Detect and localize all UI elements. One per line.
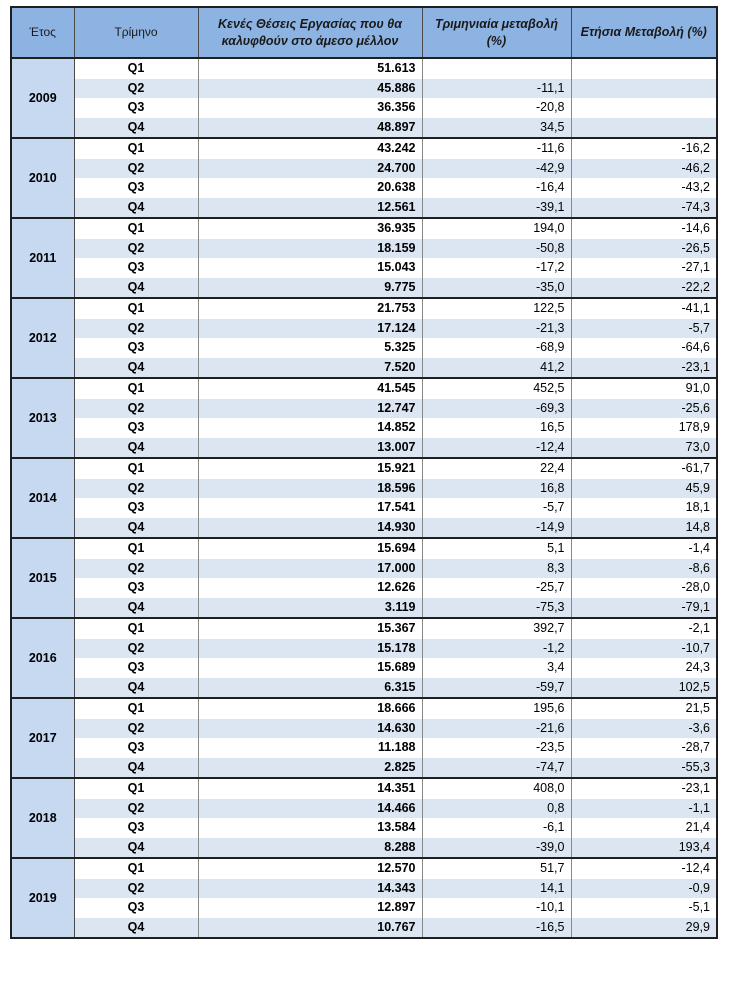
vacancies-cell: 12.747	[198, 399, 422, 419]
vacancies-cell: 14.343	[198, 879, 422, 899]
year-cell: 2018	[11, 778, 74, 858]
annual-change-cell: -64,6	[571, 338, 717, 358]
vacancies-cell: 18.159	[198, 239, 422, 259]
table-row	[11, 618, 717, 639]
quarter-cell: Q4	[74, 438, 198, 459]
annual-change-cell: 102,5	[571, 678, 717, 699]
quarter-cell: Q3	[74, 338, 198, 358]
table-row	[11, 98, 717, 118]
quarterly-change-cell: 122,5	[422, 298, 571, 319]
table-row	[11, 159, 717, 179]
quarter-cell: Q1	[74, 378, 198, 399]
vacancies-table	[10, 6, 718, 939]
quarterly-change-cell: 408,0	[422, 778, 571, 799]
table-row	[11, 598, 717, 619]
quarterly-change-cell: 392,7	[422, 618, 571, 639]
vacancies-cell: 14.466	[198, 799, 422, 819]
annual-change-cell: -12,4	[571, 858, 717, 879]
vacancies-cell: 21.753	[198, 298, 422, 319]
annual-change-cell	[571, 118, 717, 139]
year-cell: 2017	[11, 698, 74, 778]
annual-change-cell: -23,1	[571, 778, 717, 799]
quarter-cell: Q2	[74, 639, 198, 659]
quarter-cell: Q1	[74, 458, 198, 479]
table-row	[11, 918, 717, 939]
annual-change-cell: -1,1	[571, 799, 717, 819]
year-cell: 2015	[11, 538, 74, 618]
quarter-cell: Q3	[74, 818, 198, 838]
vacancies-cell: 9.775	[198, 278, 422, 299]
quarterly-change-cell: 34,5	[422, 118, 571, 139]
annual-change-cell: -28,7	[571, 738, 717, 758]
quarter-cell: Q1	[74, 778, 198, 799]
quarterly-change-cell: -1,2	[422, 639, 571, 659]
table-row	[11, 218, 717, 239]
table-row	[11, 399, 717, 419]
header-quarterly-change: Τριμηνιαία μεταβολή (%)	[422, 7, 571, 58]
vacancies-cell: 15.694	[198, 538, 422, 559]
table-row	[11, 658, 717, 678]
table-row	[11, 79, 717, 99]
annual-change-cell	[571, 98, 717, 118]
quarter-cell: Q1	[74, 218, 198, 239]
vacancies-cell: 17.124	[198, 319, 422, 339]
quarterly-change-cell: 194,0	[422, 218, 571, 239]
table-row	[11, 418, 717, 438]
annual-change-cell: -46,2	[571, 159, 717, 179]
quarterly-change-cell: -69,3	[422, 399, 571, 419]
quarterly-change-cell: 16,5	[422, 418, 571, 438]
quarter-cell: Q2	[74, 479, 198, 499]
vacancies-cell: 18.666	[198, 698, 422, 719]
quarter-cell: Q1	[74, 858, 198, 879]
quarter-cell: Q2	[74, 559, 198, 579]
quarter-cell: Q1	[74, 58, 198, 79]
year-cell: 2019	[11, 858, 74, 938]
vacancies-cell: 20.638	[198, 178, 422, 198]
quarter-cell: Q2	[74, 159, 198, 179]
annual-change-cell: 178,9	[571, 418, 717, 438]
quarterly-change-cell: 5,1	[422, 538, 571, 559]
annual-change-cell: -25,6	[571, 399, 717, 419]
annual-change-cell: 18,1	[571, 498, 717, 518]
header-year: Έτος	[11, 7, 74, 58]
quarterly-change-cell: -50,8	[422, 239, 571, 259]
table-row	[11, 258, 717, 278]
year-cell: 2010	[11, 138, 74, 218]
annual-change-cell: 21,5	[571, 698, 717, 719]
quarter-cell: Q3	[74, 258, 198, 278]
vacancies-cell: 36.935	[198, 218, 422, 239]
annual-change-cell: 21,4	[571, 818, 717, 838]
annual-change-cell: -5,1	[571, 898, 717, 918]
annual-change-cell: -22,2	[571, 278, 717, 299]
quarterly-change-cell: -17,2	[422, 258, 571, 278]
quarterly-change-cell: -12,4	[422, 438, 571, 459]
quarterly-change-cell: -39,1	[422, 198, 571, 219]
quarter-cell: Q4	[74, 678, 198, 699]
table-row	[11, 178, 717, 198]
annual-change-cell: -74,3	[571, 198, 717, 219]
table-row	[11, 58, 717, 79]
table-row	[11, 198, 717, 219]
quarter-cell: Q4	[74, 518, 198, 539]
annual-change-cell: 14,8	[571, 518, 717, 539]
annual-change-cell	[571, 58, 717, 79]
quarter-cell: Q4	[74, 598, 198, 619]
annual-change-cell: -55,3	[571, 758, 717, 779]
quarterly-change-cell: -68,9	[422, 338, 571, 358]
quarter-cell: Q1	[74, 298, 198, 319]
vacancies-cell: 14.852	[198, 418, 422, 438]
table-row	[11, 538, 717, 559]
table-row	[11, 298, 717, 319]
quarter-cell: Q3	[74, 498, 198, 518]
quarterly-change-cell: -6,1	[422, 818, 571, 838]
table-row	[11, 378, 717, 399]
year-cell: 2013	[11, 378, 74, 458]
annual-change-cell: -2,1	[571, 618, 717, 639]
quarterly-change-cell: -59,7	[422, 678, 571, 699]
quarterly-change-cell: -21,6	[422, 719, 571, 739]
quarterly-change-cell: -35,0	[422, 278, 571, 299]
header-vacancies: Κενές Θέσεις Εργασίας που θα καλυφθούν στο άμεσο μέλλον	[198, 7, 422, 58]
quarterly-change-cell: 14,1	[422, 879, 571, 899]
table-row	[11, 479, 717, 499]
quarterly-change-cell: -11,1	[422, 79, 571, 99]
quarterly-change-cell: -74,7	[422, 758, 571, 779]
annual-change-cell: 24,3	[571, 658, 717, 678]
vacancies-cell: 48.897	[198, 118, 422, 139]
vacancies-cell: 24.700	[198, 159, 422, 179]
vacancies-cell: 14.351	[198, 778, 422, 799]
year-cell: 2009	[11, 58, 74, 138]
vacancies-cell: 14.930	[198, 518, 422, 539]
table-row	[11, 358, 717, 379]
vacancies-cell: 18.596	[198, 479, 422, 499]
vacancies-cell: 8.288	[198, 838, 422, 859]
quarter-cell: Q4	[74, 838, 198, 859]
annual-change-cell: -41,1	[571, 298, 717, 319]
table-row	[11, 498, 717, 518]
quarter-cell: Q2	[74, 879, 198, 899]
quarterly-change-cell: 22,4	[422, 458, 571, 479]
quarter-cell: Q1	[74, 618, 198, 639]
table-row	[11, 758, 717, 779]
table-row	[11, 698, 717, 719]
annual-change-cell: -14,6	[571, 218, 717, 239]
table-row	[11, 118, 717, 139]
quarter-cell: Q2	[74, 79, 198, 99]
annual-change-cell: -61,7	[571, 458, 717, 479]
annual-change-cell: -79,1	[571, 598, 717, 619]
vacancies-cell: 6.315	[198, 678, 422, 699]
vacancies-cell: 12.626	[198, 578, 422, 598]
annual-change-cell: -16,2	[571, 138, 717, 159]
quarterly-change-cell: -20,8	[422, 98, 571, 118]
quarterly-change-cell: 452,5	[422, 378, 571, 399]
quarterly-change-cell: -21,3	[422, 319, 571, 339]
table-row	[11, 799, 717, 819]
header-quarter: Τρίμηνο	[74, 7, 198, 58]
quarter-cell: Q3	[74, 418, 198, 438]
table-row	[11, 678, 717, 699]
quarterly-change-cell: -16,4	[422, 178, 571, 198]
quarter-cell: Q4	[74, 278, 198, 299]
year-cell: 2012	[11, 298, 74, 378]
quarter-cell: Q4	[74, 758, 198, 779]
annual-change-cell: -0,9	[571, 879, 717, 899]
table-row	[11, 578, 717, 598]
quarterly-change-cell: -14,9	[422, 518, 571, 539]
quarterly-change-cell: -16,5	[422, 918, 571, 939]
vacancies-cell: 17.000	[198, 559, 422, 579]
vacancies-cell: 5.325	[198, 338, 422, 358]
quarter-cell: Q1	[74, 698, 198, 719]
quarter-cell: Q2	[74, 799, 198, 819]
header-annual-change: Ετήσια Μεταβολή (%)	[571, 7, 717, 58]
annual-change-cell: -3,6	[571, 719, 717, 739]
table-row	[11, 858, 717, 879]
vacancies-cell: 15.921	[198, 458, 422, 479]
quarterly-change-cell: 51,7	[422, 858, 571, 879]
vacancies-cell: 10.767	[198, 918, 422, 939]
vacancies-cell: 7.520	[198, 358, 422, 379]
quarter-cell: Q3	[74, 738, 198, 758]
vacancies-cell: 51.613	[198, 58, 422, 79]
vacancies-cell: 36.356	[198, 98, 422, 118]
quarter-cell: Q2	[74, 719, 198, 739]
table-row	[11, 138, 717, 159]
vacancies-cell: 13.584	[198, 818, 422, 838]
vacancies-cell: 14.630	[198, 719, 422, 739]
quarter-cell: Q2	[74, 399, 198, 419]
year-cell: 2016	[11, 618, 74, 698]
table-row	[11, 898, 717, 918]
quarter-cell: Q4	[74, 358, 198, 379]
quarter-cell: Q3	[74, 98, 198, 118]
annual-change-cell: -27,1	[571, 258, 717, 278]
table-row	[11, 738, 717, 758]
quarterly-change-cell: 8,3	[422, 559, 571, 579]
vacancies-cell: 45.886	[198, 79, 422, 99]
table-row	[11, 639, 717, 659]
quarterly-change-cell: 0,8	[422, 799, 571, 819]
vacancies-cell: 2.825	[198, 758, 422, 779]
quarterly-change-cell: 3,4	[422, 658, 571, 678]
table-row	[11, 518, 717, 539]
quarterly-change-cell	[422, 58, 571, 79]
quarter-cell: Q3	[74, 178, 198, 198]
annual-change-cell: -23,1	[571, 358, 717, 379]
annual-change-cell: 73,0	[571, 438, 717, 459]
annual-change-cell: 193,4	[571, 838, 717, 859]
year-cell: 2011	[11, 218, 74, 298]
quarter-cell: Q2	[74, 239, 198, 259]
quarter-cell: Q1	[74, 138, 198, 159]
vacancies-cell: 15.367	[198, 618, 422, 639]
annual-change-cell: -28,0	[571, 578, 717, 598]
annual-change-cell: -5,7	[571, 319, 717, 339]
quarter-cell: Q3	[74, 578, 198, 598]
quarterly-change-cell: -25,7	[422, 578, 571, 598]
quarterly-change-cell: 16,8	[422, 479, 571, 499]
quarterly-change-cell: -42,9	[422, 159, 571, 179]
quarterly-change-cell: -39,0	[422, 838, 571, 859]
vacancies-cell: 11.188	[198, 738, 422, 758]
annual-change-cell	[571, 79, 717, 99]
quarter-cell: Q2	[74, 319, 198, 339]
table-body	[11, 58, 717, 938]
year-cell: 2014	[11, 458, 74, 538]
quarterly-change-cell: -23,5	[422, 738, 571, 758]
quarter-cell: Q3	[74, 658, 198, 678]
quarter-cell: Q3	[74, 898, 198, 918]
annual-change-cell: 45,9	[571, 479, 717, 499]
quarterly-change-cell: 195,6	[422, 698, 571, 719]
table-row	[11, 458, 717, 479]
table-row	[11, 559, 717, 579]
quarter-cell: Q1	[74, 538, 198, 559]
table-row	[11, 278, 717, 299]
table-row	[11, 719, 717, 739]
vacancies-cell: 12.561	[198, 198, 422, 219]
quarterly-change-cell: -75,3	[422, 598, 571, 619]
vacancies-cell: 13.007	[198, 438, 422, 459]
vacancies-cell: 41.545	[198, 378, 422, 399]
table-row	[11, 319, 717, 339]
table-row	[11, 838, 717, 859]
quarter-cell: Q4	[74, 918, 198, 939]
header-row	[11, 7, 717, 58]
table-row	[11, 239, 717, 259]
annual-change-cell: -8,6	[571, 559, 717, 579]
annual-change-cell: -1,4	[571, 538, 717, 559]
vacancies-cell: 15.178	[198, 639, 422, 659]
vacancies-cell: 12.570	[198, 858, 422, 879]
annual-change-cell: -10,7	[571, 639, 717, 659]
annual-change-cell: 29,9	[571, 918, 717, 939]
quarter-cell: Q4	[74, 198, 198, 219]
vacancies-cell: 43.242	[198, 138, 422, 159]
quarterly-change-cell: -10,1	[422, 898, 571, 918]
quarterly-change-cell: -11,6	[422, 138, 571, 159]
annual-change-cell: 91,0	[571, 378, 717, 399]
vacancies-cell: 15.689	[198, 658, 422, 678]
table-row	[11, 438, 717, 459]
table-row	[11, 338, 717, 358]
quarter-cell: Q4	[74, 118, 198, 139]
table-row	[11, 879, 717, 899]
vacancies-cell: 3.119	[198, 598, 422, 619]
vacancies-cell: 15.043	[198, 258, 422, 278]
table-row	[11, 778, 717, 799]
table-row	[11, 818, 717, 838]
vacancies-cell: 17.541	[198, 498, 422, 518]
annual-change-cell: -43,2	[571, 178, 717, 198]
vacancies-cell: 12.897	[198, 898, 422, 918]
quarterly-change-cell: -5,7	[422, 498, 571, 518]
quarterly-change-cell: 41,2	[422, 358, 571, 379]
annual-change-cell: -26,5	[571, 239, 717, 259]
